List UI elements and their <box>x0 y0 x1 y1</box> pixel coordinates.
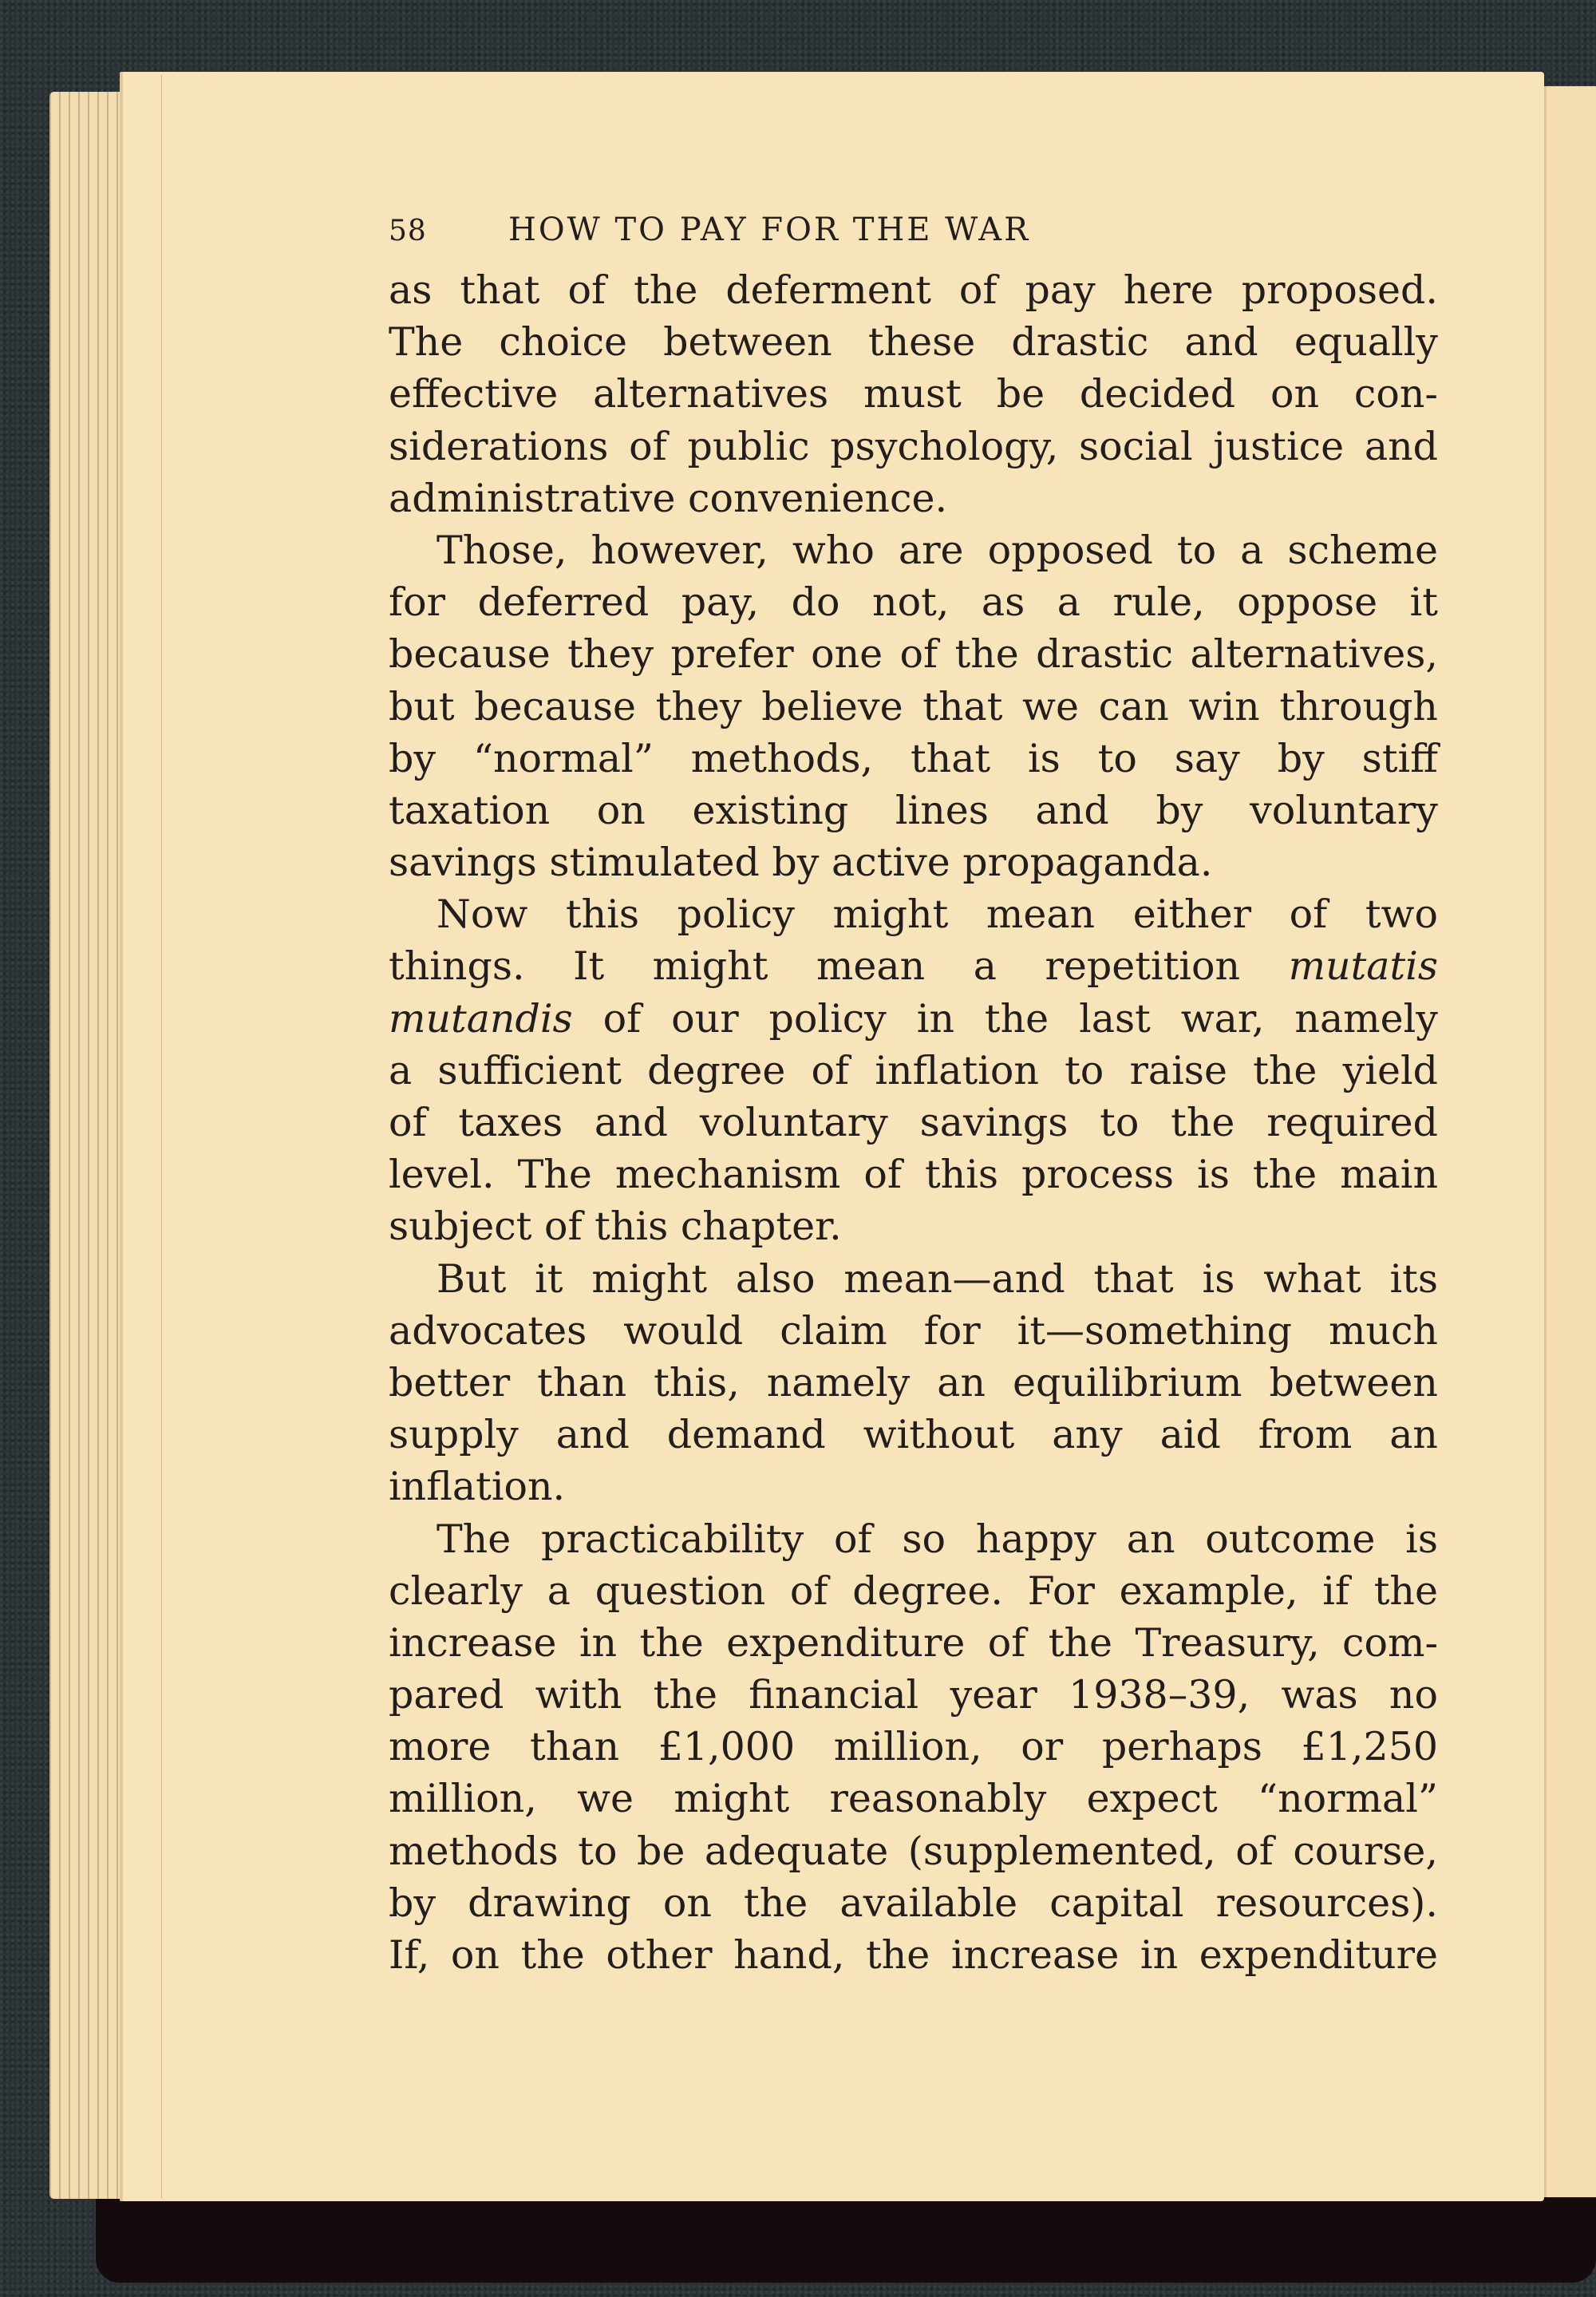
text-line: but because they believe that we can win through <box>389 683 1438 729</box>
text-line: siderations of public psychology, social justice and <box>389 423 1438 469</box>
book-shadow <box>96 2187 1596 2283</box>
text-line: Now this policy might mean either of two <box>437 892 1438 938</box>
body-text <box>389 264 1438 1981</box>
text-line: clearly a question of degree. For example, if the <box>389 1568 1438 1614</box>
text-line: savings stimulated by active propaganda. <box>389 840 1213 886</box>
text-line: But it might also mean—and that is what its <box>437 1255 1438 1302</box>
text-line: taxation on existing lines and by voluntary <box>389 787 1438 833</box>
text-line: administrative convenience. <box>389 475 948 521</box>
text-line: supply and demand without any aid from an <box>389 1412 1438 1458</box>
running-head <box>389 212 1438 258</box>
text-line: increase in the expenditure of the Treasury, com- <box>389 1619 1438 1666</box>
text-line: The practicability of so happy an outcome is <box>437 1516 1438 1562</box>
page-number: 58 <box>389 215 427 247</box>
text-line: The choice between these drastic and equally <box>389 319 1438 366</box>
text-line: by drawing on the available capital resources). <box>389 1880 1438 1926</box>
text-line: If, on the other hand, the increase in expenditure <box>389 1932 1438 1978</box>
text-line: Those, however, who are opposed to a scheme <box>437 527 1438 573</box>
text-line: better than this, namely an equilibrium between <box>389 1359 1438 1405</box>
text-line: advocates would claim for it—something much <box>389 1307 1438 1354</box>
text-line: of taxes and voluntary savings to the required <box>389 1100 1438 1145</box>
text-line: inflation. <box>389 1464 566 1510</box>
text-line: million, we might reasonably expect “normal” <box>389 1776 1438 1822</box>
text-line: subject of this chapter. <box>389 1204 842 1250</box>
text-line: more than £1,000 million, or perhaps £1,250 <box>389 1724 1438 1770</box>
text-line: pared with the financial year 1938–39, was no <box>389 1672 1438 1718</box>
italic-phrase: mutatis <box>1288 943 1438 990</box>
text-line: by “normal” methods, that is to say by stiff <box>389 735 1438 781</box>
italic-phrase: mutandis <box>389 995 573 1042</box>
text-line: methods to be adequate (supplemented, of course, <box>389 1828 1438 1874</box>
text-line: for deferred pay, do not, as a rule, oppose it <box>389 579 1438 626</box>
text-line: a sufficient degree of inflation to raise the yield <box>389 1047 1438 1093</box>
text-line: because they prefer one of the drastic alternatives, <box>389 631 1438 678</box>
text-line: as that of the deferment of pay here proposed. <box>389 267 1438 313</box>
text-line: level. The mechanism of this process is the main <box>389 1152 1438 1198</box>
text-line: mutandis of our policy in the last war, namely <box>389 995 1438 1042</box>
running-title: HOW TO PAY FOR THE WAR <box>508 212 1031 248</box>
text-line: things. It might mean a repetition mutatis <box>389 943 1438 990</box>
text-block <box>389 212 1438 1981</box>
text-line: effective alternatives must be decided on con- <box>389 371 1438 417</box>
facing-page-edge <box>1544 86 1596 2197</box>
page-edge-line <box>161 75 162 2198</box>
